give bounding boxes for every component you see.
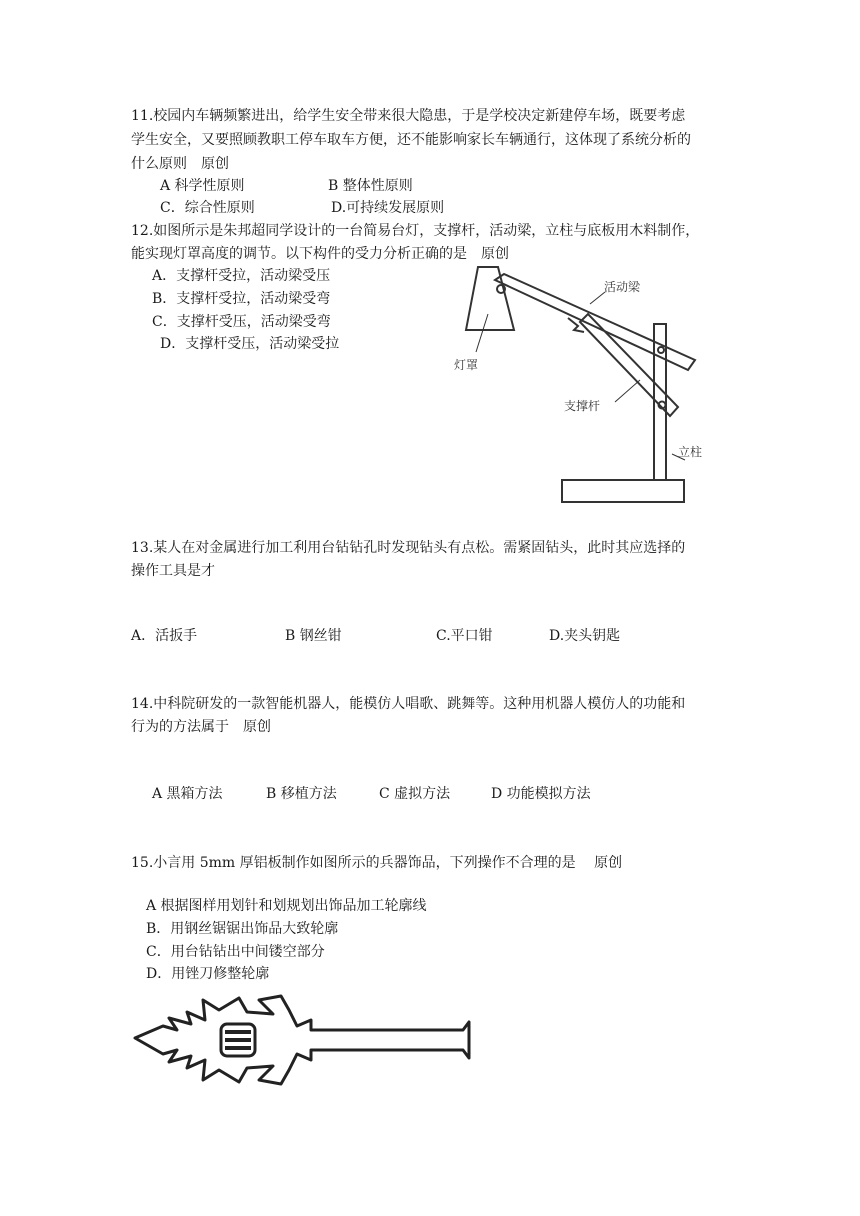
q11-option-c: C．综合性原则 — [160, 200, 255, 216]
shade-leader — [476, 314, 488, 352]
q12-text-line-1: 12.如图所示是朱邦超同学设计的一台简易台灯，支撑杆，活动梁，立柱与底板用木料制作， — [131, 223, 700, 239]
base-shape — [562, 480, 684, 502]
q14-option-a: A 黑箱方法 — [152, 786, 223, 802]
q11-text-line-3: 什么原则 原创 — [131, 156, 229, 172]
desk-lamp-figure — [440, 262, 740, 510]
q12-option-d: D．支撑杆受压，活动梁受拉 — [160, 336, 340, 352]
post-label: 立柱 — [678, 445, 703, 459]
q12-text-line-2: 能实现灯罩高度的调节。以下构件的受力分析正确的是 原创 — [131, 246, 509, 262]
q13-text-line-1: 13.某人在对金属进行加工利用台钻钻孔时发现钻头有点松。需紧固钻头，此时其应选择的 — [131, 540, 686, 556]
beam-leader — [590, 292, 605, 304]
rod-label: 支撑杆 — [564, 399, 601, 413]
lamp-shade-shape — [466, 267, 514, 330]
rod-leader — [615, 380, 640, 402]
q11-option-b: B 整体性原则 — [328, 178, 413, 194]
beam-post-pivot — [658, 347, 664, 353]
q14-text-line-1: 14.中科院研发的一款智能机器人，能模仿人唱歌、跳舞等。这种用机器人模仿人的功能和 — [131, 696, 686, 712]
q12-option-b: B．支撑杆受拉，活动梁受弯 — [152, 291, 331, 307]
q12-option-c: C．支撑杆受压，活动梁受弯 — [152, 314, 331, 330]
shade-label: 灯罩 — [454, 358, 479, 372]
weapon-ornament-figure — [133, 990, 473, 1090]
q12-option-a: A．支撑杆受拉，活动梁受压 — [152, 268, 331, 284]
q11-option-a: A 科学性原则 — [160, 178, 245, 194]
ornament-outline — [135, 996, 469, 1084]
q15-option-b: B．用钢丝锯锯出饰品大致轮廓 — [146, 921, 339, 937]
q14-text-line-2: 行为的方法属于 原创 — [131, 719, 271, 735]
q15-option-d: D．用锉刀修整轮廓 — [146, 966, 270, 982]
q11-text-line-1: 11.校园内车辆频繁进出，给学生安全带来很大隐患，于是学校决定新建停车场，既要考虑 — [131, 108, 686, 124]
q15-text-line-1: 15.小言用 5mm 厚铝板制作如图所示的兵器饰品，下列操作不合理的是 原创 — [131, 855, 623, 871]
q13-option-c: C.平口钳 — [436, 628, 493, 644]
q15-option-a: A 根据图样用划针和划规划出饰品加工轮廓线 — [146, 898, 427, 914]
q11-text-line-2: 学生安全，又要照顾教职工停车取车方便，还不能影响家长车辆通行，这体现了系统分析的 — [131, 132, 691, 148]
q14-option-c: C 虚拟方法 — [379, 786, 451, 802]
q11-option-d: D.可持续发展原则 — [331, 200, 445, 216]
q15-option-c: C．用台钻钻出中间镂空部分 — [146, 944, 325, 960]
q13-option-b: B 钢丝钳 — [285, 628, 342, 644]
q14-option-d: D 功能模拟方法 — [491, 786, 591, 802]
beam-label: 活动梁 — [604, 280, 641, 294]
q13-option-d: D.夹头钥匙 — [549, 628, 621, 644]
q13-option-a: A．活扳手 — [131, 628, 198, 644]
q14-option-b: B 移植方法 — [266, 786, 337, 802]
q13-text-line-2: 操作工具是才 — [131, 563, 215, 579]
